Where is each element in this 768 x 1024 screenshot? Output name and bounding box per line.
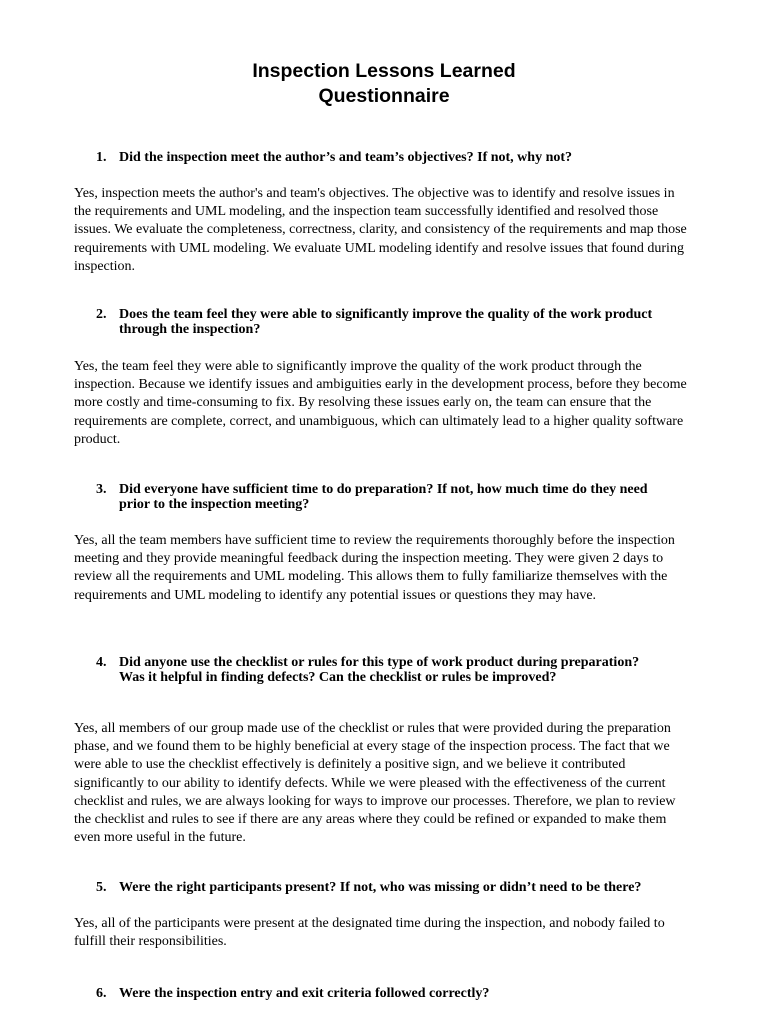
question-number: 1. (96, 150, 107, 165)
answer-2: Yes, the team feel they were able to significantly improve the quality of the work product through the inspection. Because we identify issues and ambiguities early in the development process, before they become more costly and time-consuming to fix. By resolving these issues early on, the team can ensure that the requirements are complete, correct, and unambiguous, which can ultimately lead to a higher quality software product. (74, 359, 687, 447)
question-number: 4. (96, 655, 107, 670)
document-title-line-2: Questionnaire (318, 85, 450, 107)
question-text: Were the right participants present? If not, who was missing or didn’t need to be there? (119, 880, 642, 895)
document-title-line-1: Inspection Lessons Learned (252, 60, 516, 82)
question-number: 6. (96, 986, 107, 1001)
question-text: Were the inspection entry and exit criteria followed correctly? (119, 986, 490, 1001)
question-number: 5. (96, 880, 107, 895)
question-number: 3. (96, 482, 107, 497)
question-6 (96, 986, 666, 1001)
question-5 (96, 880, 666, 895)
question-number: 2. (96, 307, 107, 322)
question-1 (96, 150, 666, 165)
answer-3: Yes, all the team members have sufficient time to review the requirements thoroughly before the inspection meeting and they provide meaningful feedback during the inspection meeting. They were given 2 days to review all the requirements and UML modeling. This allows them to fully familiarize themselves with the requirements and UML modeling to identify any potential issues or questions they may have. (74, 533, 675, 603)
question-text: Does the team feel they were able to significantly improve the quality of the work product through the inspection? (119, 307, 653, 337)
question-text: Did anyone use the checklist or rules for this type of work product during preparation? Was it helpful in finding defects? Can the checklist or rules be improved? (119, 655, 640, 685)
question-3 (96, 482, 666, 512)
answer-1: Yes, inspection meets the author's and team's objectives. The objective was to identify and resolve issues in the requirements and UML modeling, and the inspection team successfully identified and resolved those issues. We evaluate the completeness, correctness, clarity, and consistency of the requirements and map those requirements with UML modeling. We evaluate UML modeling identify and resolve issues that found during inspection. (74, 186, 687, 274)
question-text: Did everyone have sufficient time to do preparation? If not, how much time do they need prior to the inspection meeting? (119, 482, 648, 512)
question-4 (96, 655, 666, 685)
question-text: Did the inspection meet the author’s and team’s objectives? If not, why not? (119, 150, 573, 165)
answer-4: Yes, all members of our group made use of the checklist or rules that were provided during the preparation phase, and we found them to be highly beneficial at every stage of the inspection process. The fact that we were able to use the checklist effectively is definitely a positive sign, and we believe it contributed significantly to our ability to identify defects. While we were pleased with the effectiveness of the current checklist and rules, we are always looking for ways to improve our processes. Therefore, we plan to review the checklist and rules to see if there are any areas where they could be refined or expanded to make them even more useful in the future. (74, 721, 676, 846)
question-2 (96, 307, 666, 337)
answer-5: Yes, all of the participants were present at the designated time during the inspection, and nobody failed to fulfill their responsibilities. (74, 916, 665, 950)
